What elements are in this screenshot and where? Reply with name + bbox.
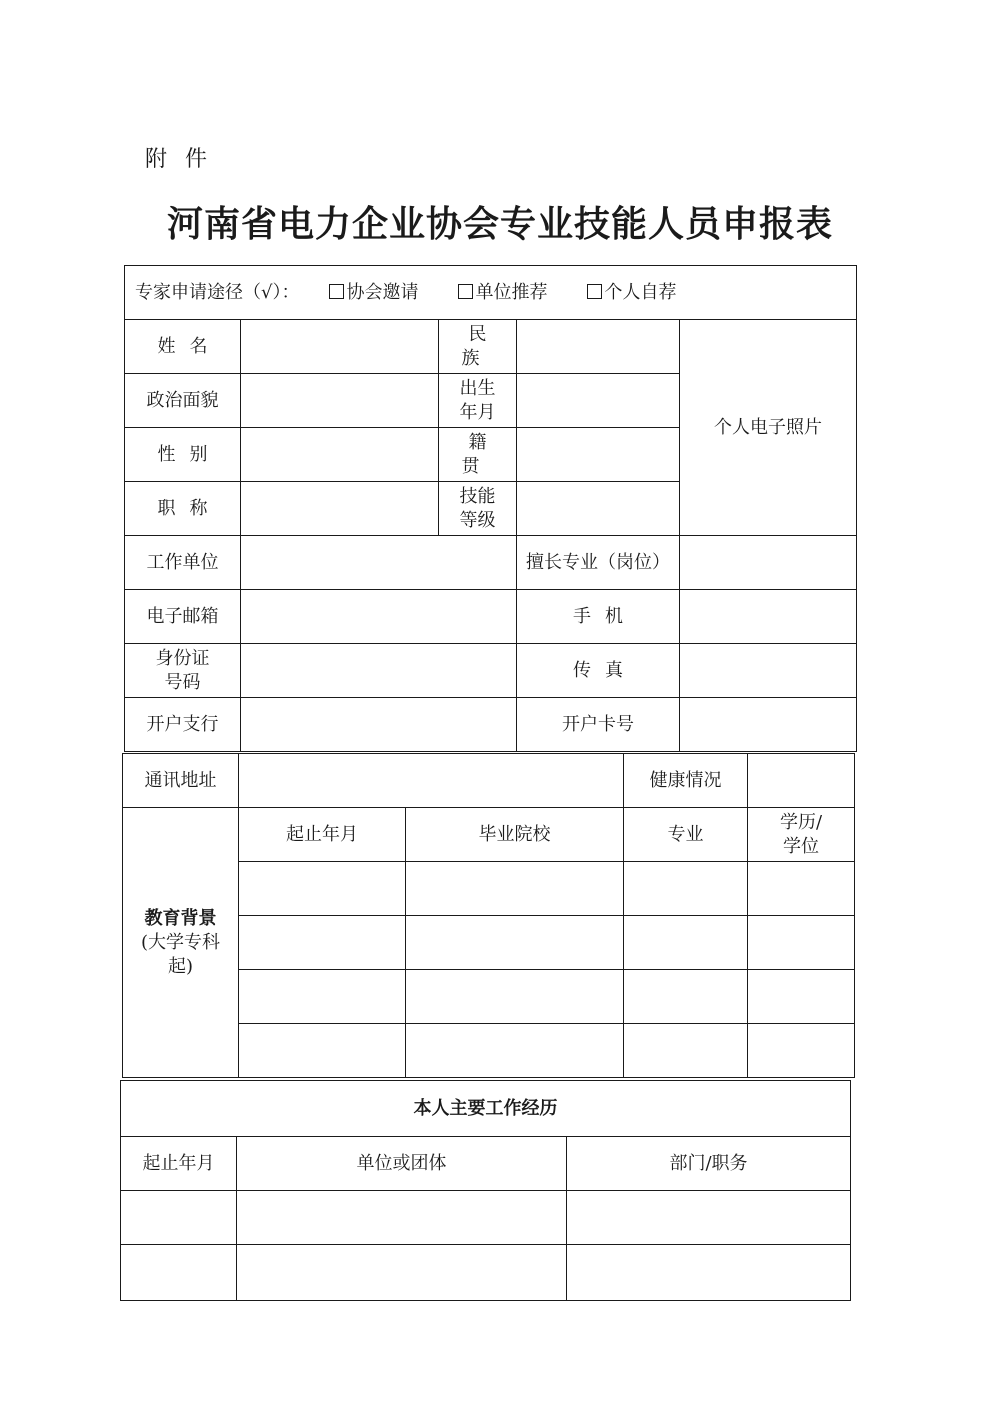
edu-school-field[interactable] [406, 970, 624, 1024]
route-option-label: 个人自荐 [604, 281, 677, 303]
name-field[interactable] [241, 320, 439, 374]
edu-major-field[interactable] [624, 862, 748, 916]
id-number-label [125, 644, 241, 698]
health-field[interactable] [748, 754, 855, 808]
edu-col-period: 起止年月 [239, 808, 406, 862]
edu-degree-field[interactable] [748, 970, 855, 1024]
bank-branch-field[interactable] [241, 698, 517, 752]
checkbox-icon[interactable] [458, 284, 473, 299]
edu-period-field[interactable] [239, 916, 406, 970]
edu-school-field[interactable] [406, 1024, 624, 1078]
education-note-line1: (大学专科 [140, 931, 221, 953]
gender-field[interactable] [241, 428, 439, 482]
id-number-line1: 身份证 [155, 647, 210, 669]
employer-field[interactable] [241, 536, 517, 590]
work-employer-field[interactable] [237, 1245, 567, 1301]
employer-label: 工作单位 [125, 536, 241, 590]
table-row [121, 1245, 851, 1301]
edu-period-field[interactable] [239, 970, 406, 1024]
address-field[interactable] [239, 754, 624, 808]
address-label: 通讯地址 [123, 754, 239, 808]
edu-col-degree-line1: 学历/ [779, 811, 823, 833]
route-option-label: 协会邀请 [346, 281, 419, 303]
edu-school-field[interactable] [406, 862, 624, 916]
bank-card-label: 开户卡号 [517, 698, 680, 752]
professional-title-field[interactable] [241, 482, 439, 536]
edu-major-field[interactable] [624, 916, 748, 970]
work-col-period: 起止年月 [121, 1137, 237, 1191]
specialty-field[interactable] [680, 536, 857, 590]
work-period-field[interactable] [121, 1191, 237, 1245]
form-title: 河南省电力企业协会专业技能人员申报表 [166, 203, 833, 245]
id-number-line2: 号码 [164, 671, 201, 693]
work-col-employer: 单位或团体 [237, 1137, 567, 1191]
birth-date-label [439, 374, 517, 428]
checkbox-icon[interactable] [329, 284, 344, 299]
work-position-field[interactable] [567, 1191, 851, 1245]
skill-level-label [439, 482, 517, 536]
bank-card-field[interactable] [680, 698, 857, 752]
native-place-label: 籍贯 [439, 428, 517, 482]
edu-degree-field[interactable] [748, 862, 855, 916]
edu-period-field[interactable] [239, 1024, 406, 1078]
photo-label: 个人电子照片 [714, 416, 822, 438]
work-position-field[interactable] [567, 1245, 851, 1301]
edu-col-degree-line2: 学位 [783, 835, 819, 857]
fax-field[interactable] [680, 644, 857, 698]
photo-box[interactable] [680, 320, 857, 536]
edu-period-field[interactable] [239, 862, 406, 916]
skill-level-line1: 技能 [459, 485, 496, 507]
mobile-field[interactable] [680, 590, 857, 644]
table-row [121, 1191, 851, 1245]
edu-major-field[interactable] [624, 1024, 748, 1078]
edu-col-degree [748, 808, 855, 862]
education-label: 教育背景 [144, 907, 217, 929]
work-period-field[interactable] [121, 1245, 237, 1301]
edu-degree-field[interactable] [748, 1024, 855, 1078]
gender-label: 性别 [125, 428, 241, 482]
fax-label: 传真 [517, 644, 680, 698]
route-option-invite[interactable] [329, 282, 418, 303]
work-history-title: 本人主要工作经历 [121, 1081, 851, 1137]
application-route-row [125, 266, 857, 320]
attachment-label: 附件 [145, 147, 226, 172]
work-employer-field[interactable] [237, 1191, 567, 1245]
edu-col-school: 毕业院校 [406, 808, 624, 862]
route-option-unit[interactable] [458, 282, 547, 303]
professional-title-label: 职称 [125, 482, 241, 536]
edu-major-field[interactable] [624, 970, 748, 1024]
work-history-table [120, 1080, 851, 1301]
political-status-field[interactable] [241, 374, 439, 428]
birth-date-line2: 年月 [459, 401, 496, 423]
application-route-label: 专家申请途径（√）： [135, 281, 300, 303]
name-label: 姓名 [125, 320, 241, 374]
email-label: 电子邮箱 [125, 590, 241, 644]
id-number-field[interactable] [241, 644, 517, 698]
edu-school-field[interactable] [406, 916, 624, 970]
education-note-line2: 起) [167, 955, 194, 977]
native-place-field[interactable] [517, 428, 680, 482]
specialty-label: 擅长专业（岗位） [517, 536, 680, 590]
skill-level-line2: 等级 [459, 509, 496, 531]
health-label: 健康情况 [624, 754, 748, 808]
education-label-cell [123, 808, 239, 1078]
route-option-self[interactable] [587, 282, 676, 303]
birth-date-field[interactable] [517, 374, 680, 428]
education-table [122, 753, 855, 1078]
edu-degree-field[interactable] [748, 916, 855, 970]
bank-branch-label: 开户支行 [125, 698, 241, 752]
work-col-position: 部门/职务 [567, 1137, 851, 1191]
birth-date-line1: 出生 [459, 377, 496, 399]
basic-info-table [124, 265, 857, 752]
mobile-label: 手机 [517, 590, 680, 644]
ethnicity-field[interactable] [517, 320, 680, 374]
edu-col-major: 专业 [624, 808, 748, 862]
skill-level-field[interactable] [517, 482, 680, 536]
route-option-label: 单位推荐 [475, 281, 548, 303]
political-status-label: 政治面貌 [125, 374, 241, 428]
email-field[interactable] [241, 590, 517, 644]
ethnicity-label: 民族 [439, 320, 517, 374]
checkbox-icon[interactable] [587, 284, 602, 299]
